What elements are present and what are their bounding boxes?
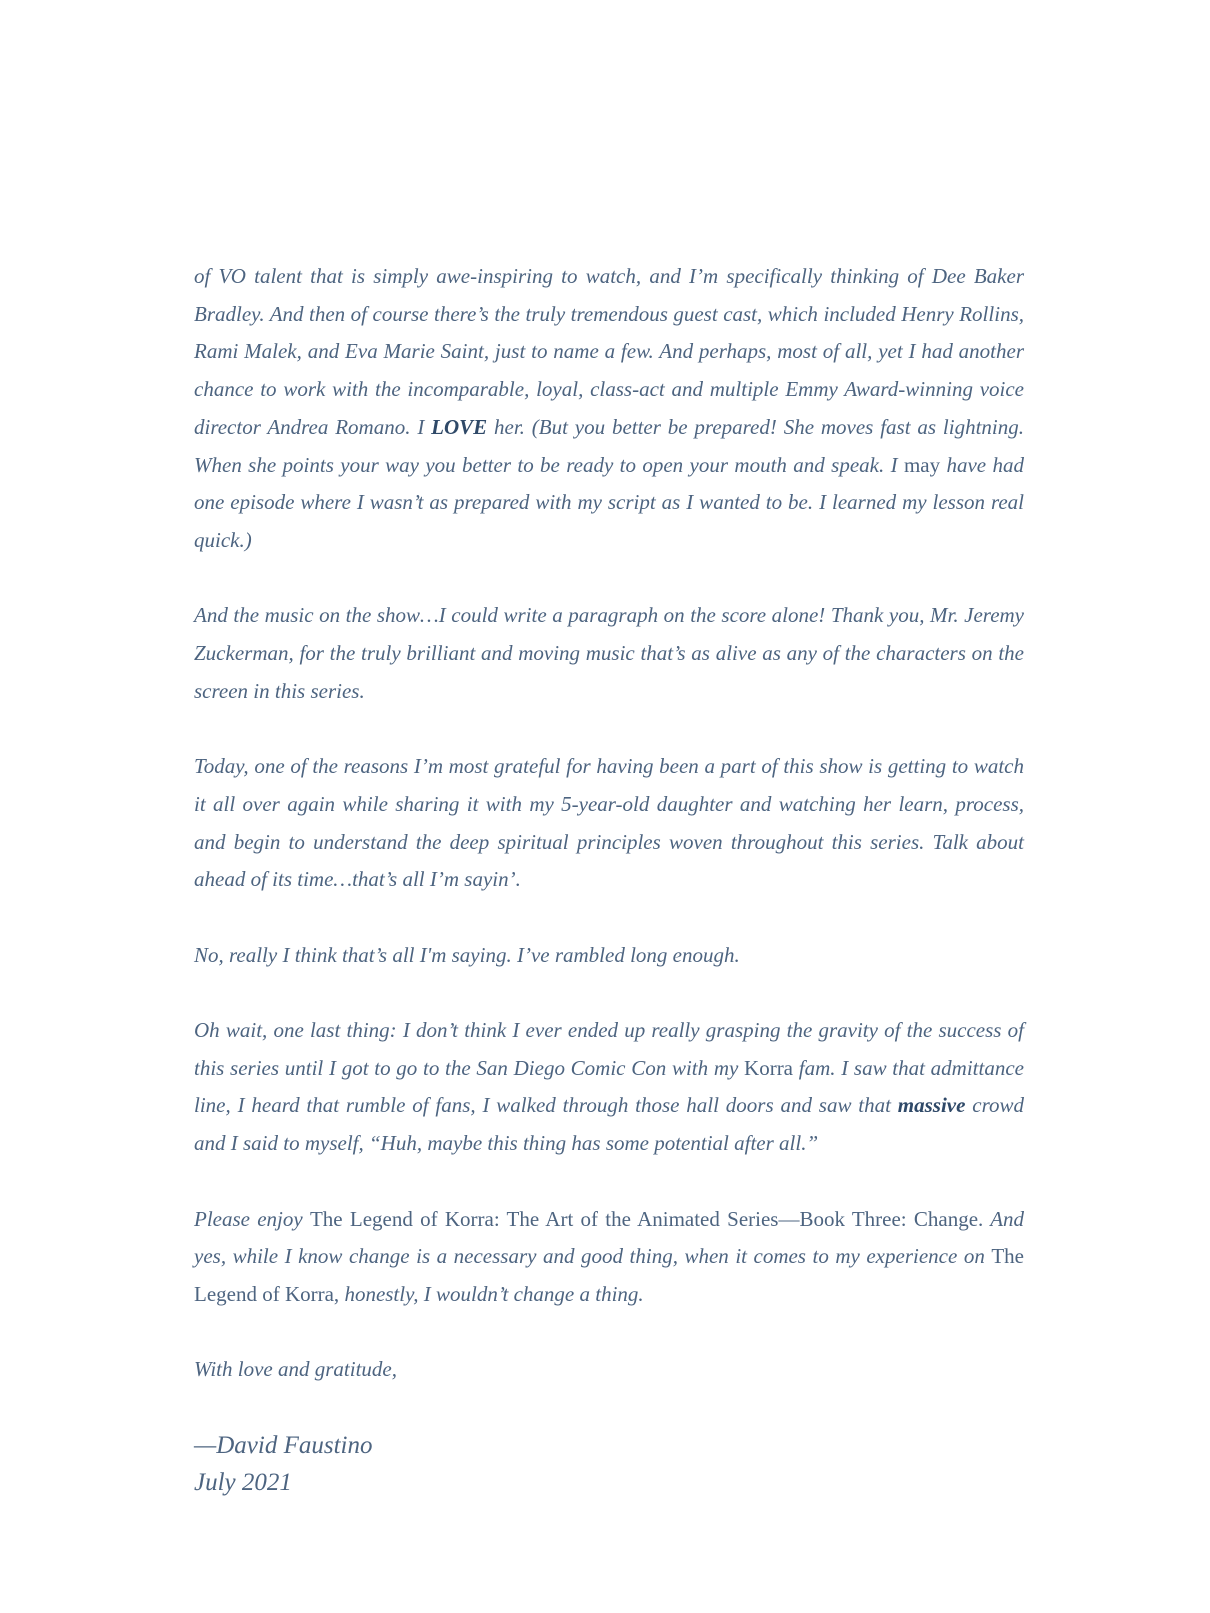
paragraph-rambled: No, really I think that’s all I'm saying. I’ve rambled long enough. <box>194 942 740 967</box>
paragraph-text: her. (But you better be prepared! She moves fast as lightning. When she points your way you better to be ready to open your mouth and speak. I <box>194 414 1024 477</box>
paragraph-text: Please enjoy <box>194 1206 310 1231</box>
letter-body <box>194 258 1024 1502</box>
signature-name: —David Faustino <box>194 1431 373 1459</box>
emphasis-love: LOVE <box>431 414 488 439</box>
signature-date: July 2021 <box>194 1469 292 1497</box>
paragraph-text: honestly, I wouldn’t change a thing. <box>339 1281 644 1306</box>
paragraph-text: of VO talent that is simply awe-inspiring to watch, and I’m specifically thinking of Dee Baker Bradley. And then of course there’s the truly tremendous guest cast, which included Henry Rollins, Rami Malek, and Eva Marie Saint, just to name a few. And perhaps, most of all, yet I had another chance to work with the incomparable, loyal, class-act and multiple Emmy Award-winning voice director Andrea Romano. I <box>194 264 1024 439</box>
title-korra: Korra <box>744 1055 794 1080</box>
paragraph-music: And the music on the show…I could write a paragraph on the score alone! Thank you, Mr. Jeremy Zuckerman, for the truly brilliant and moving music that’s as alive as any of the characters on the screen in this series. <box>194 603 1024 703</box>
book-title: The Legend of Korra: The Art of the Animated Series—Book Three: Change. <box>309 1206 984 1231</box>
emphasis-massive: massive <box>897 1093 966 1118</box>
paragraph-comic-con <box>194 1012 1024 1163</box>
paragraph-text: And yes, while I know change is a necessary and good thing, when it comes to my experience on <box>194 1206 1025 1269</box>
paragraph-text: fam. I saw that admittance line, I heard that rumble of fans, I walked through those hall doors and saw that <box>194 1055 1024 1118</box>
roman-may: may <box>903 452 941 477</box>
paragraph-text: have had one episode where I wasn’t as prepared with my script as I wanted to be. I learned my lesson real quick.) <box>194 452 1024 552</box>
closing-line: With love and gratitude, <box>194 1357 397 1382</box>
paragraph-voice-cast <box>194 258 1024 560</box>
series-title: The Legend of Korra, <box>194 1244 1024 1306</box>
paragraph-gratitude: Today, one of the reasons I’m most grateful for having been a part of this show is getting to watch it all over again while sharing it with my 5-year-old daughter and watching her learn, process, and begin to understand the deep spiritual principles woven throughout this series. Talk about ahead of its time…that’s all I’m sayin’. <box>194 754 1024 892</box>
paragraph-text: crowd and I said to myself, “Huh, maybe this thing has some potential after all.” <box>194 1093 1024 1156</box>
paragraph-enjoy <box>194 1201 1024 1314</box>
paragraph-text: Oh wait, one last thing: I don’t think I ever ended up really grasping the gravity of the success of this series until I got to go to the San Diego Comic Con with my <box>194 1018 1024 1080</box>
